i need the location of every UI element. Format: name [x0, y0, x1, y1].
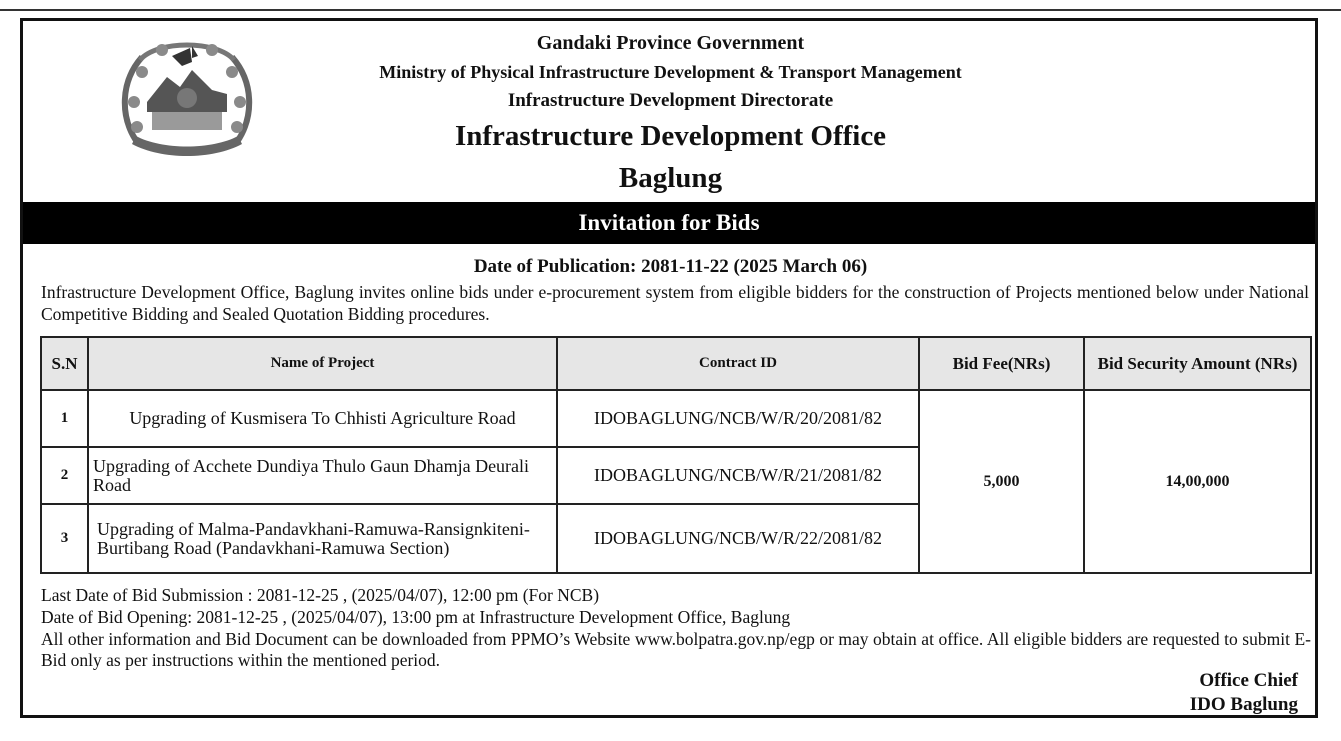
bid-opening-date: Date of Bid Opening: 2081-12-25 , (2025/04/07), 13:00 pm at Infrastructure Development Office, Baglung	[41, 607, 791, 627]
row-project-name: Upgrading of Kusmisera To Chhisti Agriculture Road	[88, 390, 557, 447]
last-submission-date: Last Date of Bid Submission : 2081-12-25 , (2025/04/07), 12:00 pm (For NCB)	[41, 585, 600, 605]
row-project-name: Upgrading of Malma-Pandavkhani-Ramuwa-Ransignkiteni-Burtibang Road (Pandavkhani-Ramuwa Section)	[88, 504, 557, 573]
intro-paragraph: Infrastructure Development Office, Baglung invites online bids under e-procurement system from eligible bidders for the construction of Projects mentioned below under National Competitive Bidding and Sealed Quotation Bidding procedures.	[41, 282, 1309, 324]
bid-fee-value: 5,000	[919, 390, 1084, 573]
row-contract-id: IDOBAGLUNG/NCB/W/R/22/2081/82	[557, 504, 919, 573]
bid-security-value: 14,00,000	[1084, 390, 1311, 573]
top-rule	[0, 9, 1341, 11]
table-header-row	[41, 337, 1311, 390]
row-sn: 2	[41, 447, 88, 504]
header-bid-security: Bid Security Amount (NRs)	[1084, 337, 1311, 390]
ministry-name: Ministry of Physical Infrastructure Development & Transport Management	[379, 62, 962, 82]
header-contract-id: Contract ID	[557, 337, 919, 390]
office-name: Infrastructure Development Office	[454, 120, 887, 152]
row-contract-id: IDOBAGLUNG/NCB/W/R/21/2081/82	[557, 447, 919, 504]
government-name: Gandaki Province Government	[536, 32, 805, 54]
header-project-name: Name of Project	[88, 337, 557, 390]
row-project-name: Upgrading of Acchete Dundiya Thulo Gaun Dhamja Deurali Road	[88, 447, 557, 504]
table-row	[41, 390, 1311, 447]
directorate-name: Infrastructure Development Directorate	[507, 90, 834, 111]
office-location: Baglung	[618, 162, 723, 194]
row-sn: 1	[41, 390, 88, 447]
additional-info: All other information and Bid Document can be downloaded from PPMO’s Website www.bolpatra.gov.np/egp or may obtain at office. All eligible bidders are requested to submit E-Bid only as per instructions within the mentioned period.	[41, 629, 1311, 670]
signatory-title: Office Chief	[1199, 670, 1298, 691]
projects-table	[40, 336, 1312, 574]
header-sn: S.N	[41, 337, 88, 390]
header-bid-fee: Bid Fee(NRs)	[919, 337, 1084, 390]
invitation-banner: Invitation for Bids	[23, 202, 1315, 244]
publication-date: Date of Publication: 2081-11-22 (2025 March 06)	[473, 256, 868, 277]
row-sn: 3	[41, 504, 88, 573]
row-contract-id: IDOBAGLUNG/NCB/W/R/20/2081/82	[557, 390, 919, 447]
signatory-office: IDO Baglung	[1189, 694, 1298, 715]
